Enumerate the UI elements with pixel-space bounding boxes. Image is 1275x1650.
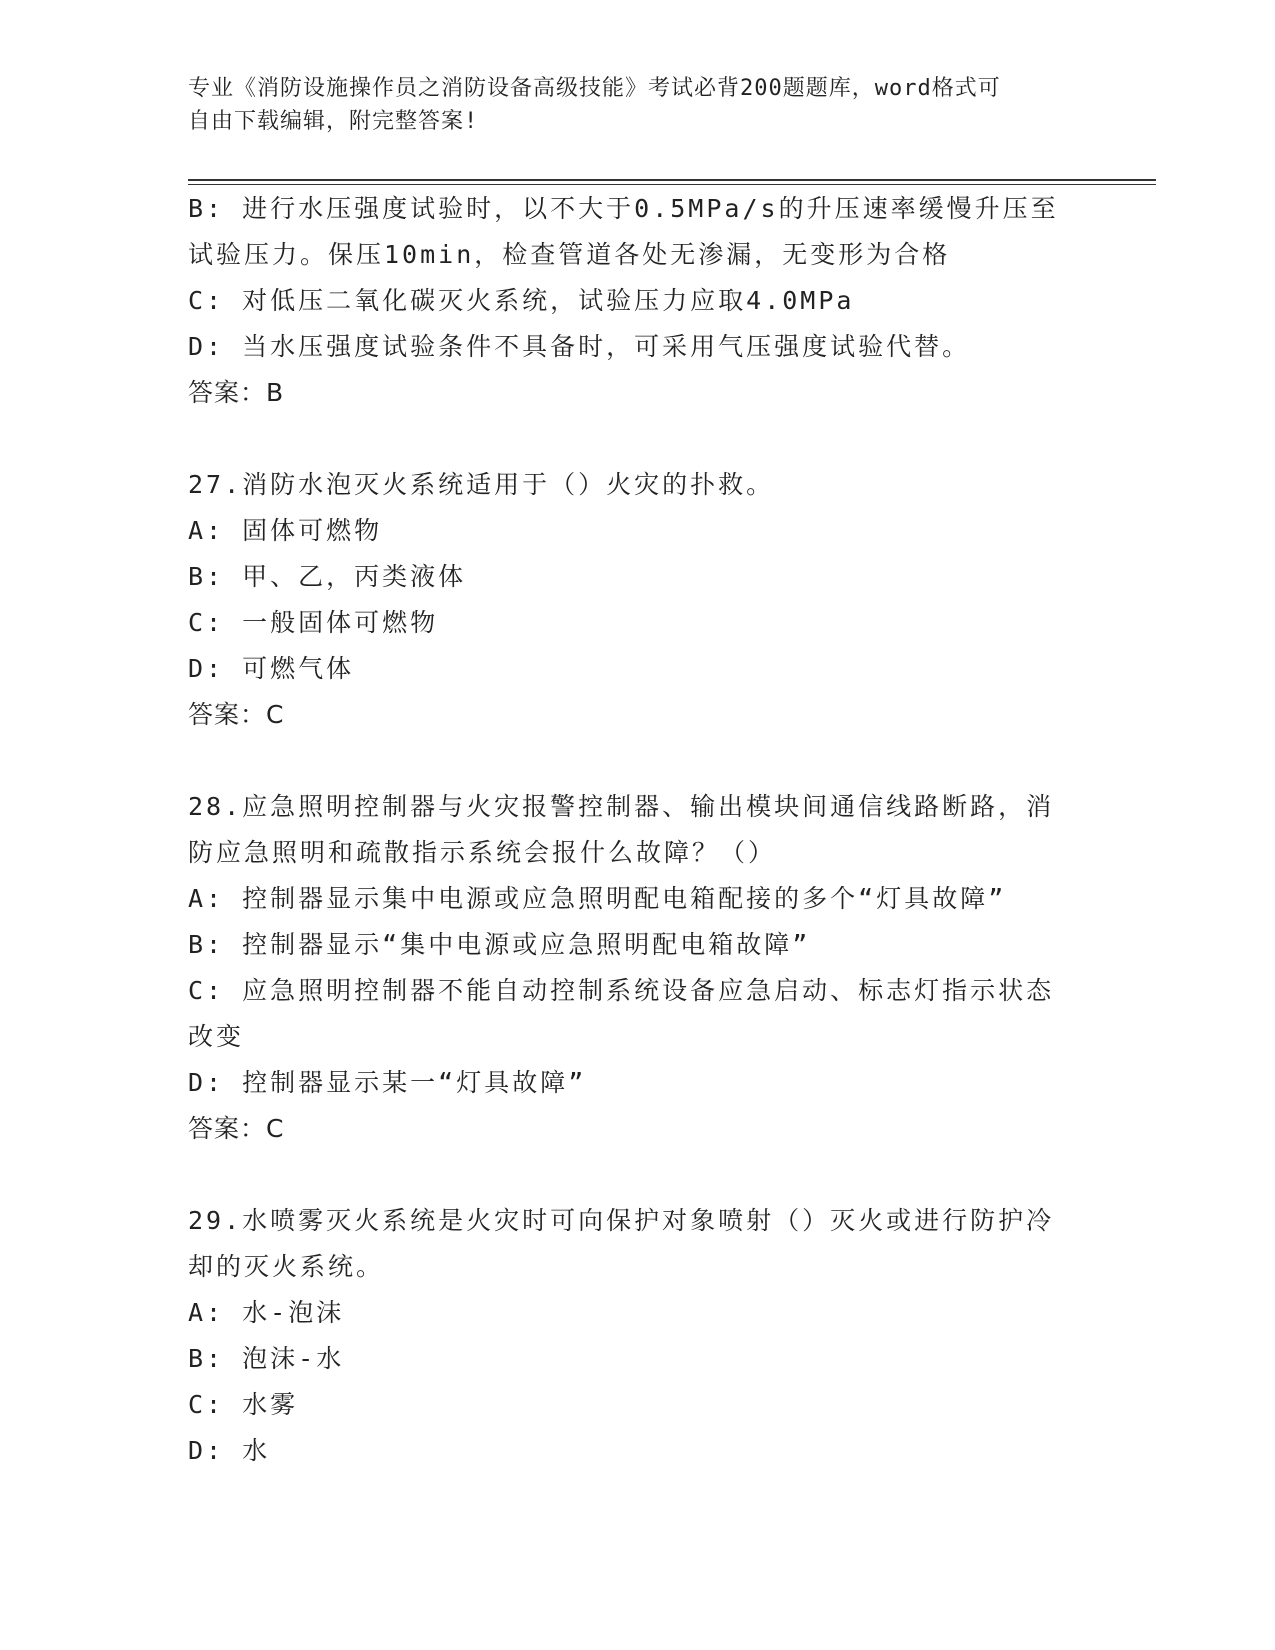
header-line-1: 专业《消防设施操作员之消防设备高级技能》考试必背200题题库，word格式可 xyxy=(188,76,1001,101)
question-29 xyxy=(188,1198,1088,1474)
question-stem-line-1: 29.水喷雾灭火系统是火灾时可向保护对象喷射（）灭火或进行防护冷 xyxy=(188,1206,1055,1235)
question-stem-line-2: 却的灭火系统。 xyxy=(188,1252,385,1281)
question-list xyxy=(188,186,1088,1474)
header-divider-thin xyxy=(188,184,1156,185)
option-c: C: 对低压二氧化碳灭火系统，试验压力应取4.0MPa xyxy=(188,286,855,315)
option-a: A: 固体可燃物 xyxy=(188,516,383,545)
spacer xyxy=(188,738,1088,784)
option-b: B: 甲、乙，丙类液体 xyxy=(188,562,467,591)
option-c: C: 水雾 xyxy=(188,1390,299,1419)
question-stem-line-2: 防应急照明和疏散指示系统会报什么故障？（） xyxy=(188,838,777,867)
question-27 xyxy=(188,462,1088,738)
option-b-line-1: B: 进行水压强度试验时，以不大于0.5MPa/s的升压速率缓慢升压至 xyxy=(188,194,1059,223)
option-c-line-2: 改变 xyxy=(188,1022,245,1051)
option-c-line-1: C: 应急照明控制器不能自动控制系统设备应急启动、标志灯指示状态 xyxy=(188,976,1055,1005)
header-divider-thick xyxy=(188,179,1156,181)
option-d: D: 水 xyxy=(188,1436,271,1465)
answer: 答案：C xyxy=(188,1114,285,1143)
header-line-2: 自由下载编辑，附完整答案! xyxy=(188,109,479,134)
question-stem: 27.消防水泡灭火系统适用于（）火灾的扑救。 xyxy=(188,470,775,499)
option-b: B: 泡沫-水 xyxy=(188,1344,345,1373)
spacer xyxy=(188,416,1088,462)
option-d: D: 控制器显示某一“灯具故障” xyxy=(188,1068,587,1097)
spacer xyxy=(188,1152,1088,1198)
answer: 答案：C xyxy=(188,700,285,729)
option-a: A: 水-泡沫 xyxy=(188,1298,345,1327)
question-26-tail xyxy=(188,186,1088,416)
question-stem-line-1: 28.应急照明控制器与火灾报警控制器、输出模块间通信线路断路，消 xyxy=(188,792,1055,821)
option-b: B: 控制器显示“集中电源或应急照明配电箱故障” xyxy=(188,930,811,959)
page-header xyxy=(188,72,1068,138)
option-c: C: 一般固体可燃物 xyxy=(188,608,439,637)
answer: 答案：B xyxy=(188,378,285,407)
option-b-line-2: 试验压力。保压10min，检查管道各处无渗漏，无变形为合格 xyxy=(188,240,951,269)
option-d: D: 当水压强度试验条件不具备时，可采用气压强度试验代替。 xyxy=(188,332,971,361)
option-d: D: 可燃气体 xyxy=(188,654,355,683)
option-a: A: 控制器显示集中电源或应急照明配电箱配接的多个“灯具故障” xyxy=(188,884,1007,913)
question-28 xyxy=(188,784,1088,1152)
